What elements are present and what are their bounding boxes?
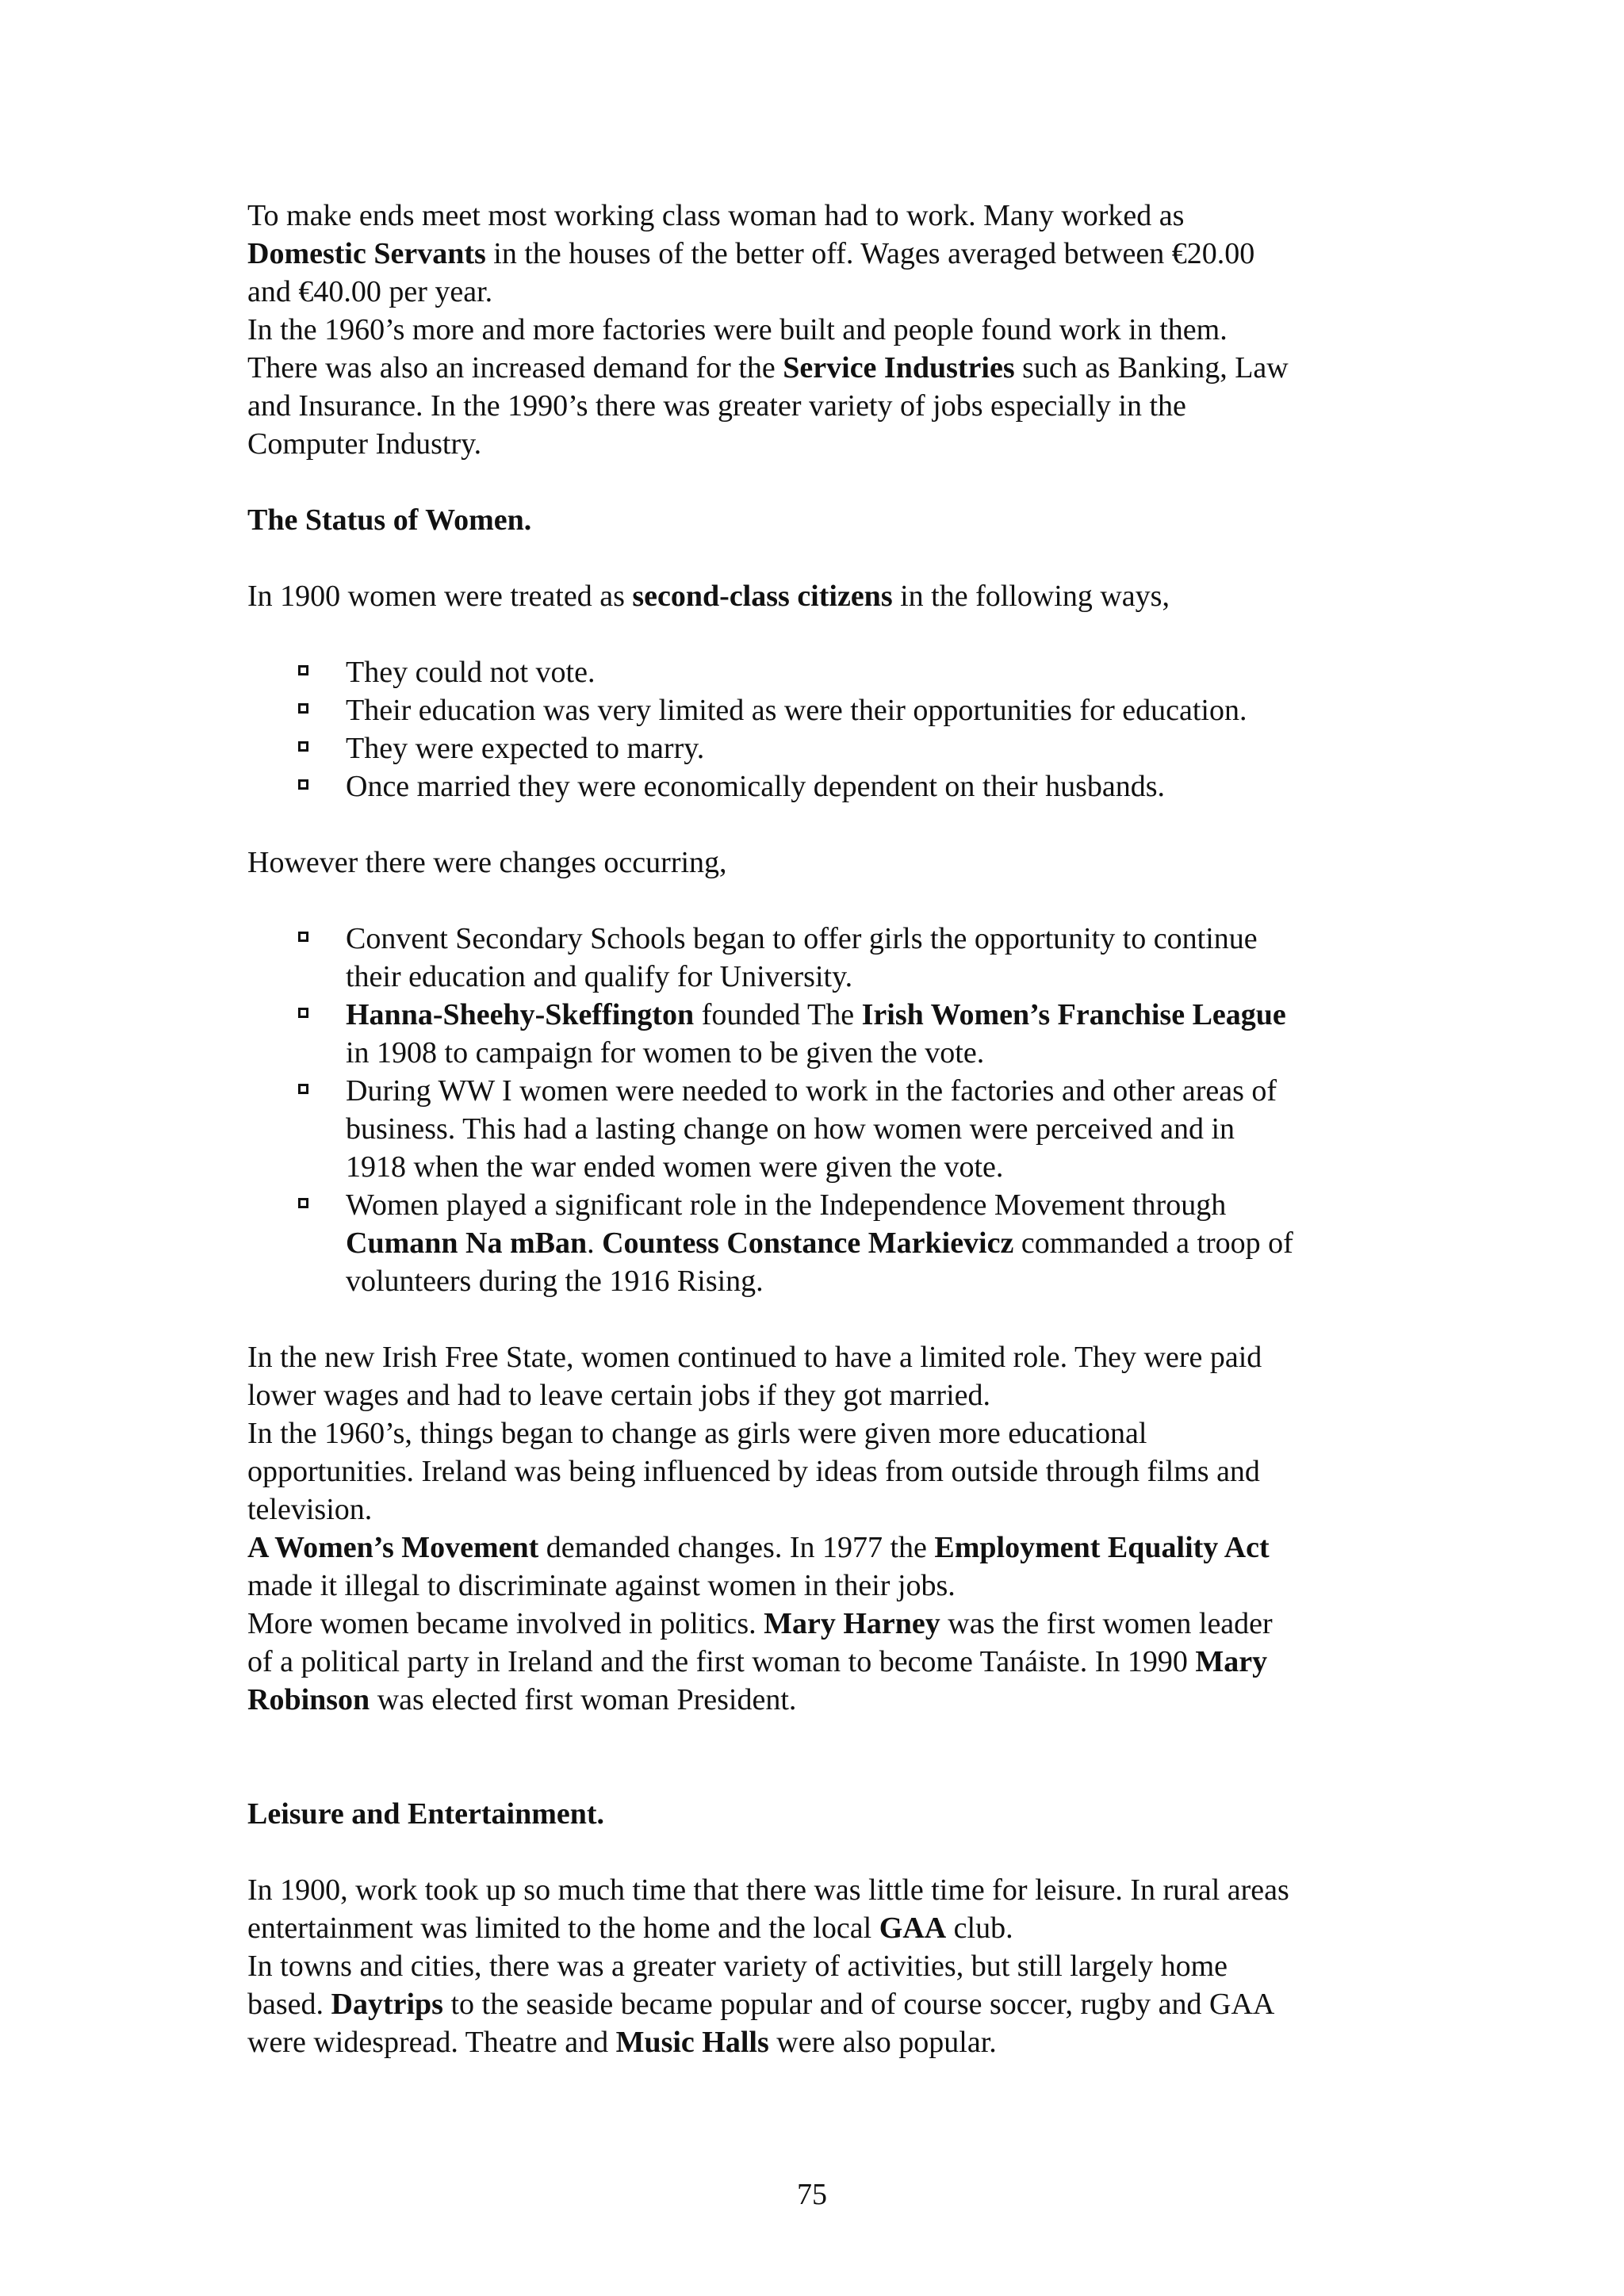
bold-term: Hanna-Sheehy-Skeffington	[346, 998, 695, 1031]
text-line	[247, 235, 1421, 273]
section-heading-status-of-women: The Status of Women.	[247, 503, 532, 537]
text-line	[247, 1605, 1421, 1643]
text-line	[346, 920, 1421, 958]
spacer	[247, 882, 1421, 920]
text-line	[247, 1414, 1421, 1452]
second-class-ways-list	[247, 653, 1421, 806]
spacer	[247, 806, 1421, 844]
text-line	[346, 996, 1421, 1034]
text-line	[346, 1186, 1421, 1224]
list-item	[346, 1072, 1421, 1186]
text-run: business. This had a lasting change on how women were perceived and in	[346, 1112, 1235, 1146]
text-run: commanded a troop of	[1013, 1226, 1293, 1260]
text-line	[247, 387, 1421, 425]
bold-term: Service Industries	[783, 351, 1015, 385]
text-line	[247, 1909, 1421, 1947]
checkbox-bullet-icon	[298, 741, 308, 752]
text-run: and €40.00 per year.	[247, 275, 493, 308]
bold-term: Music Halls	[615, 2026, 769, 2059]
checkbox-bullet-icon	[298, 779, 308, 790]
bold-term: Domestic Servants	[247, 237, 486, 270]
list-item	[346, 691, 1421, 729]
text-line	[247, 1529, 1421, 1567]
text-run: lower wages and had to leave certain jobs if they got married.	[247, 1379, 990, 1412]
text-line	[247, 1947, 1421, 1985]
bold-term: Robinson	[247, 1683, 370, 1716]
list-item	[346, 729, 1421, 767]
list-item-text: Once married they were economically dependent on their husbands.	[346, 770, 1166, 803]
text-run: Computer Industry.	[247, 427, 482, 461]
spacer	[247, 463, 1421, 501]
text-line	[346, 958, 1421, 996]
text-line	[247, 425, 1421, 463]
list-item-text: Their education was very limited as were their opportunities for education.	[346, 694, 1247, 727]
list-item-text: They could not vote.	[346, 656, 596, 689]
list-item	[346, 653, 1421, 691]
text-run: opportunities. Ireland was being influenced by ideas from outside through films and	[247, 1455, 1260, 1488]
intro-paragraph	[247, 197, 1421, 463]
bold-term: Cumann Na mBan	[346, 1226, 588, 1260]
text-line	[247, 1452, 1421, 1490]
text-run: More women became involved in politics.	[247, 1607, 764, 1640]
text-run: was the first women leader	[940, 1607, 1273, 1640]
checkbox-bullet-icon	[298, 1008, 308, 1018]
list-item	[346, 767, 1421, 806]
text-line	[247, 1376, 1421, 1414]
text-run: club.	[946, 1911, 1013, 1945]
list-item-text: They were expected to marry.	[346, 732, 705, 765]
text-run: To make ends meet most working class woman had to work. Many worked as	[247, 199, 1185, 232]
leisure-paragraph	[247, 1871, 1421, 2061]
text-run: In 1900 women were treated as	[247, 580, 633, 613]
text-run: in the following ways,	[892, 580, 1170, 613]
text-line	[247, 1490, 1421, 1529]
text-line	[247, 1681, 1421, 1719]
text-run: Convent Secondary Schools began to offer girls the opportunity to continue	[346, 922, 1258, 955]
text-line	[247, 311, 1421, 349]
text-run: In 1900, work took up so much time that there was little time for leisure. In rural areas	[247, 1873, 1289, 1907]
text-run: demanded changes. In 1977 the	[538, 1531, 935, 1564]
text-line	[247, 2023, 1421, 2061]
text-line	[346, 1110, 1421, 1148]
checkbox-bullet-icon	[298, 703, 308, 714]
text-line	[247, 197, 1421, 235]
spacer	[247, 539, 1421, 577]
spacer	[247, 1719, 1421, 1795]
checkbox-bullet-icon	[298, 1198, 308, 1208]
text-line	[247, 349, 1421, 387]
text-line	[346, 1224, 1421, 1262]
list-item	[346, 996, 1421, 1072]
text-run: In the 1960’s, things began to change as girls were given more educational	[247, 1417, 1147, 1450]
text-line	[247, 1567, 1421, 1605]
text-run: 1918 when the war ended women were given the vote.	[346, 1150, 1004, 1184]
text-run: founded The	[694, 998, 862, 1031]
text-line	[346, 1034, 1421, 1072]
text-run: of a political party in Ireland and the first woman to become Tanáiste. In 1990	[247, 1645, 1196, 1678]
changes-lead: However there were changes occurring,	[247, 846, 727, 879]
text-run: In the 1960’s more and more factories were built and people found work in them.	[247, 313, 1228, 346]
text-run: There was also an increased demand for the	[247, 351, 783, 385]
text-line	[346, 1262, 1421, 1300]
text-run: in the houses of the better off. Wages averaged between €20.00	[485, 237, 1255, 270]
text-line	[247, 1643, 1421, 1681]
text-line	[247, 1985, 1421, 2023]
bold-term: Mary	[1195, 1645, 1268, 1678]
spacer	[247, 615, 1421, 653]
spacer	[247, 1833, 1421, 1871]
text-run: television.	[247, 1493, 373, 1526]
document-page	[247, 197, 1421, 2061]
checkbox-bullet-icon	[298, 665, 308, 675]
text-run: to the seaside became popular and of course soccer, rugby and GAA	[442, 1988, 1275, 2021]
text-line	[346, 1072, 1421, 1110]
bold-term: Daytrips	[331, 1988, 443, 2021]
text-run: based.	[247, 1988, 331, 2021]
text-run: were also popular.	[768, 2026, 997, 2059]
status-lead	[247, 577, 1421, 615]
bold-term: Employment Equality Act	[934, 1531, 1270, 1564]
text-line	[346, 1148, 1421, 1186]
section-heading-leisure: Leisure and Entertainment.	[247, 1797, 605, 1831]
text-run: such as Banking, Law	[1014, 351, 1289, 385]
spacer	[247, 1300, 1421, 1338]
bold-term: second-class citizens	[632, 580, 893, 613]
checkbox-bullet-icon	[298, 932, 308, 942]
free-state-paragraph	[247, 1338, 1421, 1719]
text-run: their education and qualify for University.	[346, 960, 853, 993]
bold-term: Mary Harney	[764, 1607, 940, 1640]
text-run: and Insurance. In the 1990’s there was greater variety of jobs especially in the	[247, 389, 1186, 423]
list-item	[346, 920, 1421, 996]
text-line	[247, 1871, 1421, 1909]
text-run: volunteers during the 1916 Rising.	[346, 1265, 764, 1298]
text-run: in 1908 to campaign for women to be given the vote.	[346, 1036, 985, 1070]
text-run: entertainment was limited to the home and the local	[247, 1911, 879, 1945]
text-run: made it illegal to discriminate against women in their jobs.	[247, 1569, 956, 1602]
bold-term: GAA	[879, 1911, 947, 1945]
text-run: In the new Irish Free State, women continued to have a limited role. They were paid	[247, 1341, 1262, 1374]
bold-term: A Women’s Movement	[247, 1531, 539, 1564]
text-run: were widespread. Theatre and	[247, 2026, 616, 2059]
checkbox-bullet-icon	[298, 1084, 308, 1094]
page-number: 75	[797, 2178, 827, 2211]
text-run: .	[587, 1226, 603, 1260]
changes-list	[247, 920, 1421, 1300]
list-item	[346, 1186, 1421, 1300]
text-run: In towns and cities, there was a greater variety of activities, but still largely home	[247, 1950, 1228, 1983]
text-run: Women played a significant role in the Independence Movement through	[346, 1188, 1227, 1222]
bold-term: Countess Constance Markievicz	[602, 1226, 1014, 1260]
text-run: was elected first woman President.	[370, 1683, 797, 1716]
text-line	[247, 1338, 1421, 1376]
bold-term: Irish Women’s Franchise League	[861, 998, 1286, 1031]
text-line	[247, 273, 1421, 311]
text-run: During WW I women were needed to work in the factories and other areas of	[346, 1074, 1277, 1108]
